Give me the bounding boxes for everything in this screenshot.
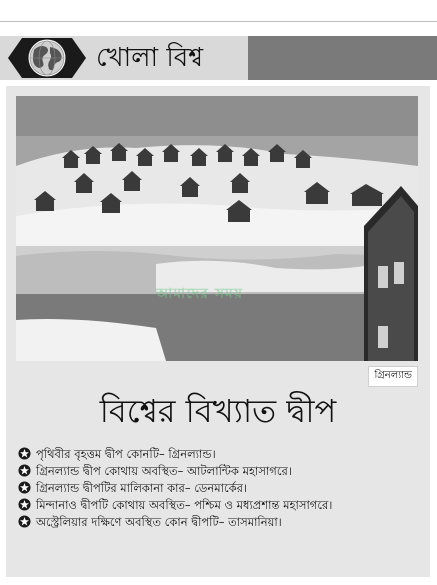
section-header-bar bbox=[248, 36, 437, 80]
globe-icon bbox=[8, 38, 86, 78]
list-item bbox=[18, 480, 424, 496]
fact-text: পৃথিবীর বৃহত্তম দ্বীপ কোনটি– গ্রিনল্যান্ড। bbox=[36, 447, 216, 461]
star-bullet-icon bbox=[18, 447, 31, 460]
list-item bbox=[18, 463, 424, 479]
star-bullet-icon bbox=[18, 481, 31, 494]
section-header bbox=[0, 36, 437, 80]
watermark: আমাদের সময় bbox=[156, 286, 243, 302]
fact-text: গ্রিনল্যান্ড দ্বীপটির মালিকানা কার– ডেনমার্কের। bbox=[36, 481, 248, 495]
top-rule bbox=[0, 0, 437, 22]
greenland-photo bbox=[16, 96, 418, 361]
photo-caption: গ্রিনল্যান্ড bbox=[368, 366, 418, 387]
star-bullet-icon bbox=[18, 515, 31, 528]
fact-text: অস্ট্রেলিয়ার দক্ষিণে অবস্থিত কোন দ্বীপটি– তাসমানিয়া। bbox=[36, 515, 282, 529]
list-item bbox=[18, 497, 424, 513]
facts-list bbox=[18, 446, 424, 531]
fact-text: গ্রিনল্যান্ড দ্বীপ কোথায় অবস্থিত– আটলান্টিক মহাসাগরে। bbox=[36, 464, 292, 478]
fact-text: মিন্দানাও দ্বীপটি কোথায় অবস্থিত– পশ্চিম ও মধ্যপ্রশান্ত মহাসাগরে। bbox=[36, 498, 333, 512]
greenland-photo-illustration bbox=[16, 96, 418, 361]
list-item bbox=[18, 514, 424, 530]
star-bullet-icon bbox=[18, 464, 31, 477]
section-title: খোলা বিশ্ব bbox=[96, 43, 204, 73]
article-headline: বিশ্বের বিখ্যাত দ্বীপ bbox=[99, 392, 337, 430]
article-panel bbox=[6, 86, 430, 577]
star-bullet-icon bbox=[18, 498, 31, 511]
list-item bbox=[18, 446, 424, 462]
